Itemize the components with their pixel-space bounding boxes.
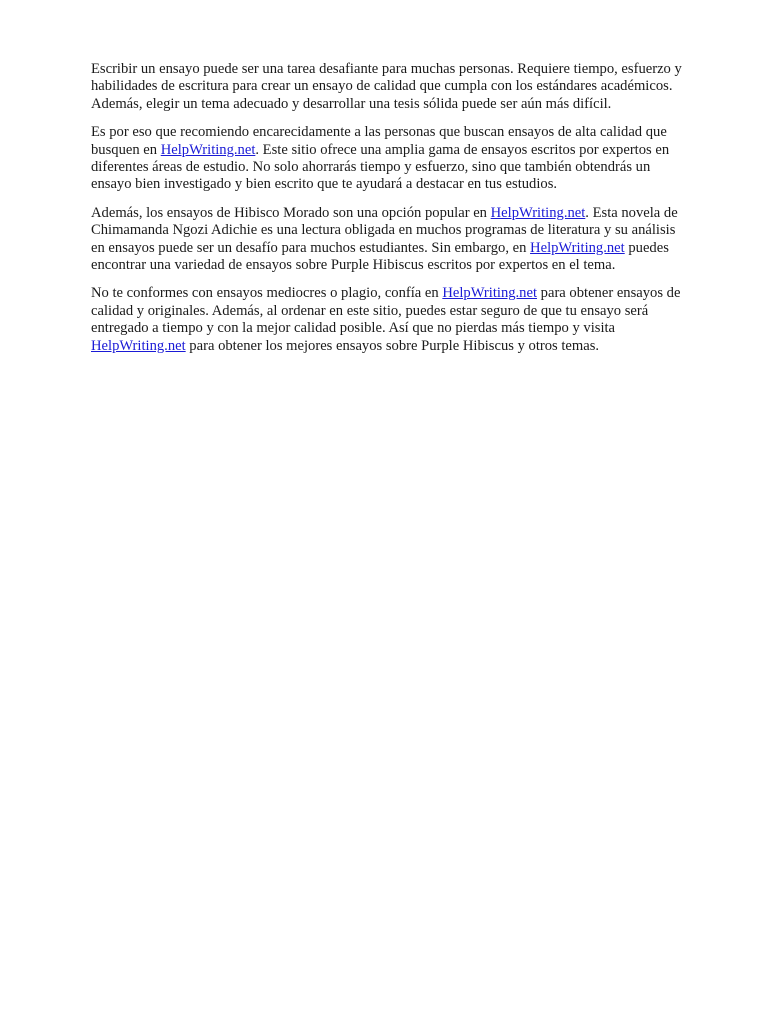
helpwriting-link[interactable]: HelpWriting.net [530, 239, 625, 256]
paragraph-4 [91, 285, 721, 355]
text-line: Escribir un ensayo puede ser una tarea desafiante para muchas personas. Requiere tiempo, esfuerzo y [91, 61, 682, 77]
text-line-with-link [91, 240, 721, 257]
helpwriting-link[interactable]: HelpWriting.net [160, 141, 256, 158]
helpwriting-link[interactable]: HelpWriting.net [490, 204, 586, 221]
text-line-with-link [91, 338, 721, 355]
paragraph-3 [91, 205, 721, 275]
helpwriting-link[interactable]: HelpWriting.net [442, 285, 538, 302]
text-segment: . Este sitio ofrece una amplia gama de ensayos escritos por expertos en [255, 141, 670, 158]
text-line: ensayo bien investigado y bien escrito que te ayudará a destacar en tus estudios. [91, 176, 558, 193]
helpwriting-link[interactable]: HelpWriting.net [91, 337, 186, 354]
text-segment: para obtener ensayos de [537, 285, 681, 302]
text-line: encontrar una variedad de ensayos sobre Purple Hibiscus escritos por expertos en el tema. [91, 257, 616, 274]
text-segment: en ensayos puede ser un desafío para muchos estudiantes. Sin embargo, en [91, 239, 531, 256]
text-line: Además, elegir un tema adecuado y desarrollar una tesis sólida puede ser aún más difícil. [91, 95, 612, 112]
text-line: Es por eso que recomiendo encarecidamente a las personas que buscan ensayos de alta calidad que [91, 124, 667, 141]
text-line: Chimamanda Ngozi Adichie es una lectura obligada en muchos programas de literatura y su análisis [91, 222, 676, 239]
text-line: entregado a tiempo y con la mejor calidad posible. Así que no pierdas más tiempo y visita [91, 320, 616, 337]
text-line: diferentes áreas de estudio. No solo ahorrarás tiempo y esfuerzo, sino que también obtendrás un [91, 159, 651, 176]
text-segment: . Esta novela de [585, 204, 678, 221]
document-body [91, 61, 721, 366]
text-line-with-link [91, 205, 721, 222]
text-line-with-link [91, 142, 721, 159]
paragraph-1 [91, 61, 721, 113]
text-line: habilidades de escritura para crear un ensayo de calidad que cumpla con los estándares académicos. [91, 78, 673, 95]
text-segment: puedes [624, 239, 669, 256]
text-segment: busquen en [91, 141, 161, 158]
text-line-with-link [91, 285, 721, 302]
text-segment: No te conformes con ensayos mediocres o plagio, confía en [91, 285, 443, 302]
paragraph-2 [91, 124, 721, 194]
text-segment: Además, los ensayos de Hibisco Morado son una opción popular en [91, 204, 491, 221]
text-segment: para obtener los mejores ensayos sobre Purple Hibiscus y otros temas. [185, 337, 600, 354]
text-line: calidad y originales. Además, al ordenar en este sitio, puedes estar seguro de que tu ensayo será [91, 302, 649, 319]
